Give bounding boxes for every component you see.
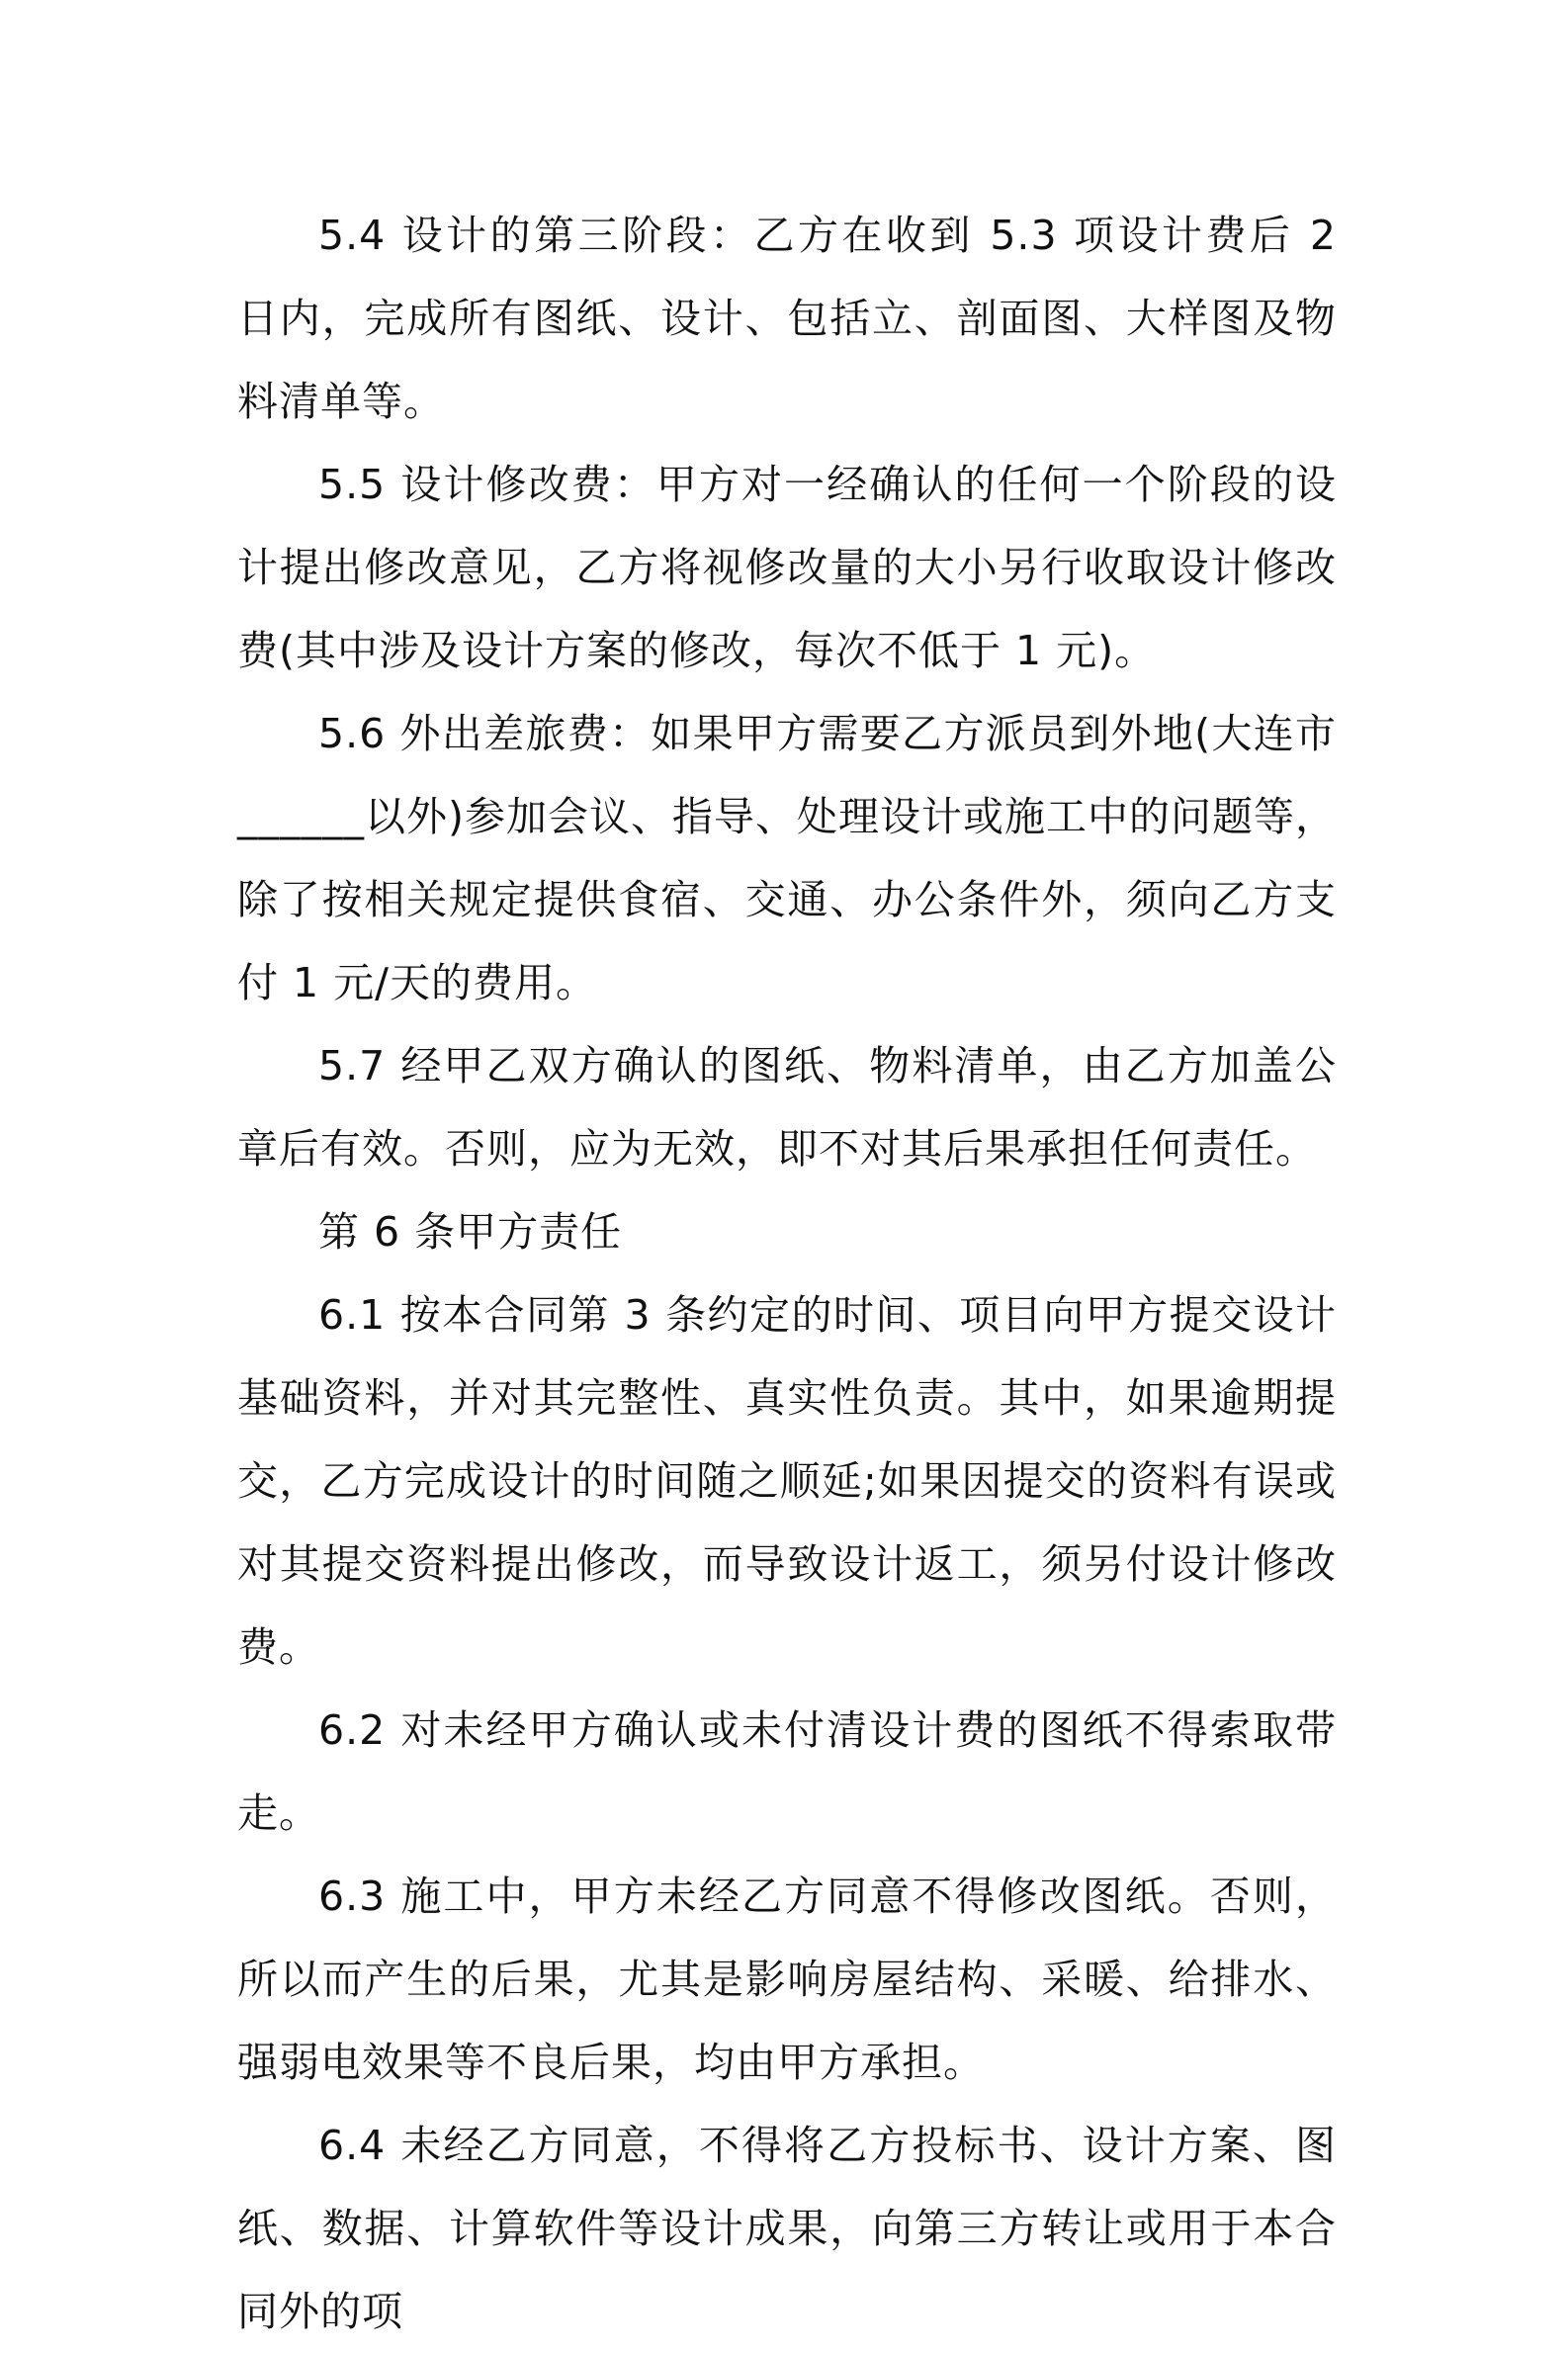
- clause-5-5: 5.5 设计修改费：甲方对一经确认的任何一个阶段的设计提出修改意见，乙方将视修改量的大小另行收取设计修改费(其中涉及设计方案的修改，每次不低于 1 元)。: [237, 461, 1337, 674]
- document-body: [237, 194, 1337, 2353]
- clause-5-7: 5.7 经甲乙双方确认的图纸、物料清单，由乙方加盖公章后有效。否则，应为无效，即不对其后果承担任何责任。: [237, 1042, 1337, 1173]
- clause-6-4: 6.4 未经乙方同意，不得将乙方投标书、设计方案、图纸、数据、计算软件等设计成果，向第三方转让或用于本合同外的项: [237, 2122, 1337, 2335]
- clause-6-1: 6.1 按本合同第 3 条约定的时间、项目向甲方提交设计基础资料，并对其完整性、真实性负责。其中，如果逾期提交，乙方完成设计的时间随之顺延;如果因提交的资料有误或对其提交资料提出修改，而导致设计返工，须另付设计修改费。: [237, 1291, 1337, 1671]
- clause-6-2: 6.2 对未经甲方确认或未付清设计费的图纸不得索取带走。: [237, 1706, 1337, 1837]
- clause-5-4: 5.4 设计的第三阶段：乙方在收到 5.3 项设计费后 2 日内，完成所有图纸、设计、包括立、剖面图、大样图及物料清单等。: [237, 212, 1337, 425]
- clause-6-3: 6.3 施工中，甲方未经乙方同意不得修改图纸。否则，所以而产生的后果，尤其是影响房屋结构、采暖、给排水、强弱电效果等不良后果，均由甲方承担。: [237, 1873, 1337, 2086]
- article-6-heading: 第 6 条甲方责任: [318, 1208, 623, 1256]
- clause-5-6: 5.6 外出差旅费：如果甲方需要乙方派员到外地(大连市______以外)参加会议、指导、处理设计或施工中的问题等，除了按相关规定提供食宿、交通、办公条件外，须向乙方支付 1 元/天的费用。: [237, 710, 1337, 1006]
